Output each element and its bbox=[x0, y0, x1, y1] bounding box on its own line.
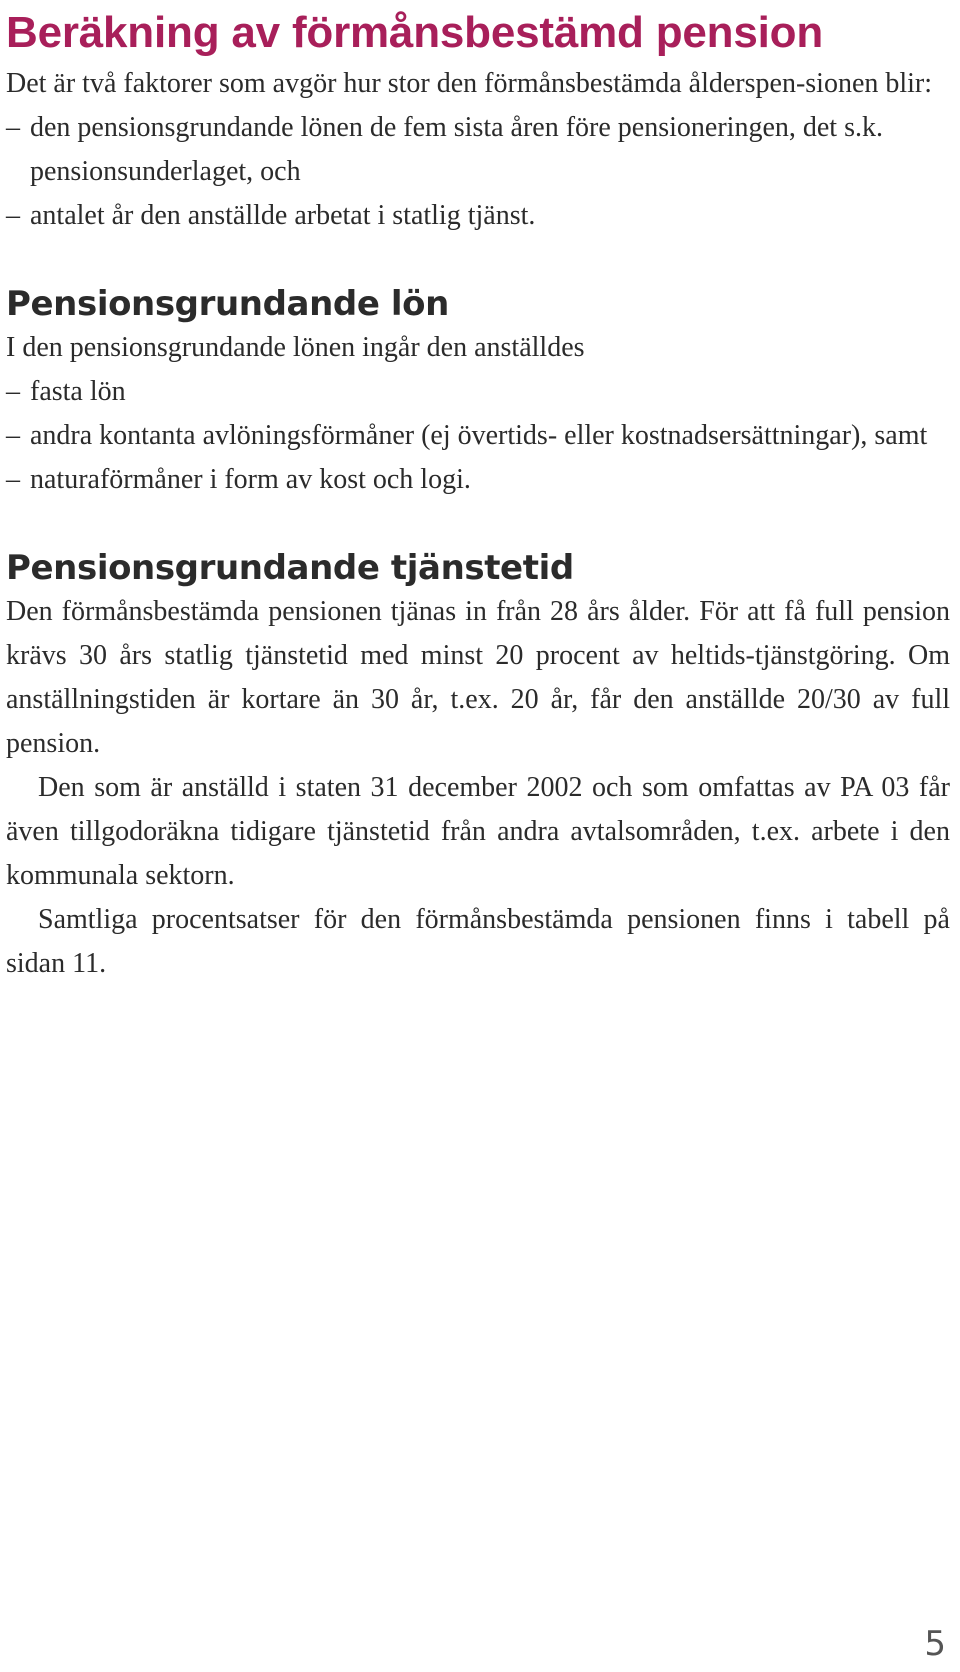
intro-item-1: den pensionsgrundande lönen de fem sista åren före pensioneringen, det s.k. pensionsunderlaget, och bbox=[30, 112, 883, 187]
document-page bbox=[6, 0, 950, 986]
lon-intro-text: I den pensionsgrundande lönen ingår den anställdes bbox=[6, 332, 585, 363]
intro-list-item bbox=[6, 106, 950, 194]
page-number: 5 bbox=[924, 1624, 946, 1664]
tid-paragraph-3: Samtliga procentsatser för den förmånsbestämda pensionen finns i tabell på sidan 11. bbox=[6, 904, 950, 979]
dash-bullet: – bbox=[6, 112, 20, 143]
intro-list-item bbox=[6, 194, 950, 238]
section-heading-tjanstetid: Pensionsgrundande tjänstetid bbox=[6, 548, 574, 588]
lon-list-item bbox=[6, 458, 950, 502]
dash-bullet: – bbox=[6, 420, 20, 451]
lon-list-item bbox=[6, 370, 950, 414]
intro-text: Det är två faktorer som avgör hur stor den förmånsbestämda ålderspen-sionen blir: bbox=[6, 68, 933, 99]
lon-list-item bbox=[6, 414, 950, 458]
lon-item-3: naturaförmåner i form av kost och logi. bbox=[30, 464, 471, 495]
intro-item-2: antalet år den anställde arbetat i statlig tjänst. bbox=[30, 200, 536, 231]
dash-bullet: – bbox=[6, 464, 20, 495]
lon-item-1: fasta lön bbox=[30, 376, 126, 407]
page-title: Beräkning av förmånsbestämd pension bbox=[6, 8, 823, 57]
dash-bullet: – bbox=[6, 200, 20, 231]
tid-paragraph-2: Den som är anställd i staten 31 december 2002 och som omfattas av PA 03 får även tillgodoräkna tidigare tjänstetid från andra avtalsområden, t.ex. arbete i den kommunala sektorn. bbox=[6, 772, 950, 891]
lon-item-2: andra kontanta avlöningsförmåner (ej övertids- eller kostnadsersättningar), samt bbox=[30, 420, 928, 451]
section-heading-lon: Pensionsgrundande lön bbox=[6, 284, 449, 324]
tid-paragraph-1: Den förmånsbestämda pensionen tjänas in från 28 års ålder. För att få full pension krävs 30 års statlig tjänstetid med minst 20 procent av heltids-tjänstgöring. Om anställningstiden är kortare än 30 år, t.ex. 20 år, får den anställde 20/30 av full pension. bbox=[6, 596, 950, 759]
dash-bullet: – bbox=[6, 376, 20, 407]
